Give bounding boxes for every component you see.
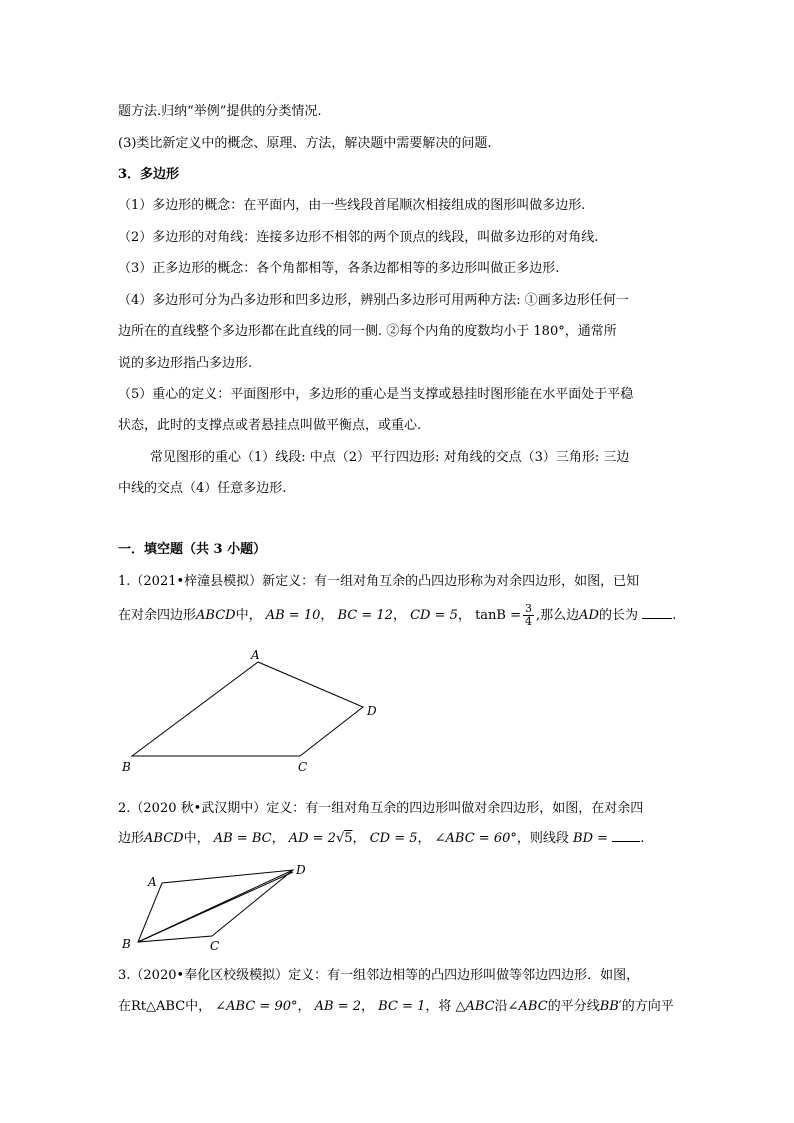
text-line: 题方法.归纳“举例”提供的分类情况.	[118, 104, 322, 119]
text-line: 常见图形的重心（1）线段: 中点（2）平行四边形: 对角线的交点（3）三角形: 三边	[150, 450, 630, 465]
math-angle: ∠ABC = 90°	[215, 999, 298, 1014]
math-angle: ∠ABC = 60°	[434, 831, 517, 846]
math-ab: AB = 10	[265, 608, 321, 623]
section-heading: 3．多边形	[118, 167, 180, 182]
question-3-line-1: 3.（2020•奉化区校级模拟）定义：有一组邻边相等的凸四边形叫做等邻边四边形．如图，	[118, 968, 640, 983]
math-ad: AD = 2	[288, 831, 336, 846]
diagonal-bd-2	[138, 872, 293, 942]
question-1-line-1: 1.（2021•梓潼县模拟）新定义：有一组对角互余的凸四边形称为对余四边形，如图，已知	[118, 574, 640, 589]
label-b: B	[122, 937, 131, 951]
figure-quadrilateral-2	[118, 860, 318, 955]
label-d: D	[367, 704, 377, 718]
math-bc: BC = 1	[378, 999, 426, 1014]
label-c: C	[298, 760, 308, 774]
answer-blank[interactable]	[642, 606, 672, 619]
text-line: （5）重心的定义：平面图形中，多边形的重心是当支撑或悬挂时图形能在水平面处于平稳	[118, 387, 634, 402]
math-tan: tanB =	[475, 608, 521, 623]
text-line: （1）多边形的概念：在平面内，由一些线段首尾顺次相接组成的图形叫做多边形.	[118, 198, 586, 213]
label-b: B	[122, 760, 131, 774]
text-line: （4）多边形可分为凸多边形和凹多边形，辨别凸多边形可用两种方法: ①画多边形任何一	[118, 293, 629, 308]
label-a: A	[148, 875, 157, 889]
question-2-line-1: 2.（2020 秋•武汉期中）定义：有一组对角互余的四边形叫做对余四边形，如图，在对余四	[118, 801, 644, 816]
section-title: 一．填空题（共 3 小题）	[118, 542, 267, 557]
math-bc: BC = 12	[337, 608, 393, 623]
text-line: （3）正多边形的概念：各个角都相等，各条边都相等的多边形叫做正多边形.	[118, 261, 560, 276]
answer-blank[interactable]	[612, 829, 640, 842]
math-cd: CD = 5	[410, 608, 458, 623]
math-ab-bc: AB = BC	[213, 831, 272, 846]
label-d: D	[296, 863, 306, 877]
text-line: （2）多边形的对角线：连接多边形不相邻的两个顶点的线段，叫做多边形的对角线.	[118, 230, 599, 245]
figure-quadrilateral-1	[118, 645, 388, 775]
math-ab: AB = 2	[314, 999, 362, 1014]
quadrilateral-abcd	[132, 662, 363, 756]
math-cd: CD = 5	[369, 831, 418, 846]
question-2-line-2: 边形ABCD中， AB = BC， AD = 2√5， CD = 5， ∠ABC = 60°，则线段 BD = .	[118, 831, 645, 846]
label-a: A	[251, 648, 260, 662]
question-1-line-2: 在对余四边形ABCD中， AB = 10， BC = 12， CD = 5， tanB = $\frac{3}{4}$ ,那么边AD的长为 .	[118, 602, 677, 628]
text-line: 状态，此时的支撑点或者悬挂点叫做平衡点，或重心.	[118, 418, 422, 433]
text-line: 中线的交点（4）任意多边形.	[118, 481, 287, 496]
question-3-line-2: 在Rt△ABC中， ∠ABC = 90°， AB = 2， BC = 1，将 △ABC沿∠ABC的平分线BB′的方向平	[118, 999, 674, 1014]
fraction: $\frac{3}{4}$	[525, 602, 532, 628]
text-line: 说的多边形指凸多边形.	[118, 356, 253, 371]
label-c: C	[210, 939, 220, 953]
text-line: (3)类比新定义中的概念、原理、方法，解决题中需要解决的问题.	[118, 136, 492, 151]
text-line: 边所在的直线整个多边形都在此直线的同一侧. ②每个内角的度数均小于 180°，通常所	[118, 324, 617, 339]
